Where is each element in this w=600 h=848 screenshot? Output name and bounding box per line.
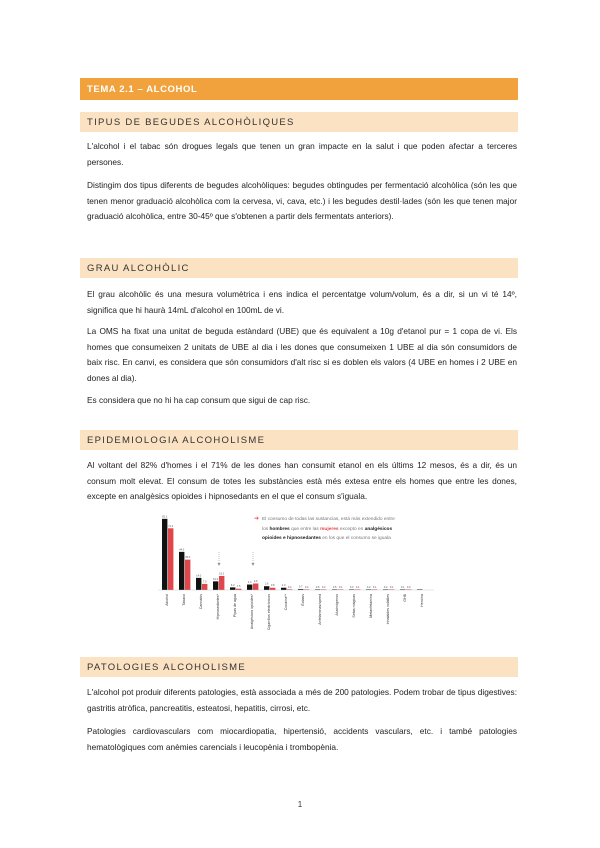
- tick-label: Heroína: [420, 594, 424, 607]
- data-label: 44.0: [179, 548, 185, 552]
- section-heading-grau: GRAU ALCOHÒLIC: [80, 258, 518, 278]
- data-label: 1.0: [281, 584, 286, 588]
- tick-label: Hipnosedantes*: [216, 594, 220, 620]
- paragraph: L'alcohol pot produir diferents patologies, està associada a més de 200 patologies. Podem trobar de tipus digestives: gastritis atròfica, pancreatitis, esteatosi, hepatitis, cirrosi, etc.: [87, 687, 517, 713]
- consumption-chart: [158, 506, 444, 630]
- paragraph: La OMS ha fixat una unitat de beguda estàndard (UBE) que és equivalent a 10g d'etanol pur = 1 copa de vi. Els homes que consumeixen 2 unitats de UBE al dia i les dones que consumeixen 1 UBE al dia són consumidors de baix risc. En canvi, es considera que són consumidors d'alt risc si es doblen els valors (4 UBE en homes i 2 UBE en dones al dia).: [87, 326, 517, 383]
- data-label: 7.5: [236, 585, 241, 589]
- bar-mujeres: [253, 584, 258, 591]
- chart-svg: [158, 506, 444, 630]
- bar-hombres: [230, 587, 235, 590]
- data-label: 35.0: [185, 556, 191, 560]
- annotation-segment: excepto en: [338, 527, 365, 532]
- data-label: 0.1: [389, 585, 394, 589]
- data-label: 0.0: [406, 585, 411, 589]
- data-label: 0.3: [349, 585, 354, 589]
- bar-hombres: [196, 578, 201, 590]
- paragraph: El grau alcohòlic és una mesura volumètrica i ens indica el percentatge volum/volum, és a dir, si un vi té 14º, significa que hi haurà 14mL d'alcohol en 100mL de vi.: [87, 289, 517, 315]
- tick-label: Cocaína**: [284, 594, 288, 611]
- data-label: 71.2: [168, 524, 174, 528]
- bar-hombres: [281, 588, 286, 590]
- bar-hombres: [264, 586, 269, 590]
- section-heading-patologies: PATOLOGIES ALCOHOLISME: [80, 657, 518, 677]
- data-label: 0.2: [321, 585, 326, 589]
- data-label: 10.0: [213, 577, 219, 581]
- annotation-segment: en los que el consumo se iguala: [320, 536, 391, 541]
- annotation-line-1: El consumo de todas las sustancias, está más extendido entre: [262, 517, 395, 522]
- data-label: 0.7: [298, 585, 303, 589]
- pointer-arrow-icon: [251, 563, 254, 566]
- bar-mujeres: [168, 528, 173, 590]
- bar-hombres: [213, 581, 218, 590]
- data-label: 0.1: [355, 585, 360, 589]
- paragraph: L'alcohol i el tabac són drogues legals que tenen un gran impacte en la salut i que poden afectar a terceres persones.: [87, 141, 517, 167]
- tick-label: Alcohol: [165, 594, 169, 606]
- bar-mujeres: [270, 588, 275, 590]
- paragraph: Patologies cardiovasculars com miocardiopatia, hipertensió, accidents vasculars, etc. i també patologies hematològiques com anèmies carencials i leucopènia i trombopènia.: [87, 726, 517, 752]
- data-label: 14.0: [196, 574, 202, 578]
- data-label: 0.1: [338, 585, 343, 589]
- annotation-segment: analgésicos: [364, 527, 393, 532]
- data-label: 0.2: [366, 585, 371, 589]
- data-label: 0.6: [315, 585, 320, 589]
- annotation-arrow-icon: ➔: [254, 516, 260, 522]
- paragraph: Es considera que no hi ha cap consum que sigui de cap risc.: [87, 395, 311, 405]
- bar-mujeres: [202, 584, 207, 590]
- data-label: 2.6: [253, 580, 258, 583]
- bar-mujeres: [185, 560, 190, 590]
- data-label: 7.0: [202, 580, 207, 584]
- tick-label: Alucinógenos: [335, 594, 339, 616]
- pointer-arrow-icon: [217, 563, 220, 566]
- annotation-line-3: [262, 535, 391, 541]
- data-label: 4.4: [247, 581, 252, 585]
- tick-label: Cannabis: [199, 594, 203, 610]
- data-label: 82.1: [162, 515, 168, 519]
- bar-hombres: [247, 585, 252, 590]
- tick-label: Analgésicos opioides*: [250, 594, 254, 630]
- tick-label: GHB: [403, 594, 407, 602]
- paragraph: Distingim dos tipus diferents de begudes alcohòliques: begudes obtingudes per fermentació alcohòlica (són les que tenen menor graduació alcohòlica com la cervesa, vi, cava, etc.) i les begudes destil·lades (són les que tenen major graduació alcohòlica, entre 30-45º que s'obtenen a partir dels fermentats anteriors).: [87, 180, 517, 221]
- annotation-line-2: [262, 526, 392, 532]
- tick-label: Éxtasis: [301, 594, 305, 606]
- annotation-segment: opioides e hipnosedantes: [262, 536, 321, 541]
- annotation-segment: los: [262, 527, 270, 532]
- annotation-segment: mujeres: [320, 527, 339, 532]
- page-title: TEMA 2.1 – ALCOHOL: [80, 78, 518, 100]
- paragraph: Al voltant del 82% d'homes i el 71% de les dones han consumit etanol en els últims 12 mesos, és a dir, és un consum molt elevat. El consum de totes les substàncies està més extesa entre els homes que entre les dones, excepte en analgèsics opioides i hipnosedants en el que el consum s'iguala.: [87, 460, 517, 501]
- tick-label: Pipas de agua: [233, 594, 237, 617]
- tick-label: Tabaco: [182, 594, 186, 606]
- tick-label: Inhalables volátiles: [386, 594, 390, 625]
- bar-mujeres: [219, 576, 224, 590]
- section-heading-epidemiologia: EPIDEMIOLOGIA ALCOHOLISME: [80, 430, 518, 450]
- tick-label: Cigarrillos electrónicos: [267, 594, 271, 630]
- bar-hombres: [162, 519, 167, 590]
- data-label: 0.1: [400, 585, 405, 589]
- annotation-segment: que entre las: [289, 527, 321, 532]
- data-label: 0.8: [270, 584, 275, 588]
- data-label: 0.1: [372, 585, 377, 589]
- data-label: 2.6: [264, 582, 269, 586]
- tick-label: Metanfetamina: [369, 594, 373, 618]
- section-heading-begudes: TIPUS DE BEGUDES ALCOHÒLIQUES: [80, 112, 518, 132]
- annotation-segment: hombres: [269, 527, 290, 532]
- bar-hombres: [179, 552, 184, 590]
- data-label: 6.3: [230, 583, 235, 587]
- data-label: 0.3: [304, 585, 309, 589]
- data-label: 0.5: [332, 585, 337, 589]
- data-label: 0.4: [287, 585, 292, 589]
- page-number: 1: [297, 800, 303, 809]
- data-label: 16.2: [219, 572, 225, 576]
- data-label: 0.2: [383, 585, 388, 589]
- tick-label: Setas mágicas: [352, 594, 356, 618]
- tick-label: Anfetaminas/speed: [318, 594, 322, 625]
